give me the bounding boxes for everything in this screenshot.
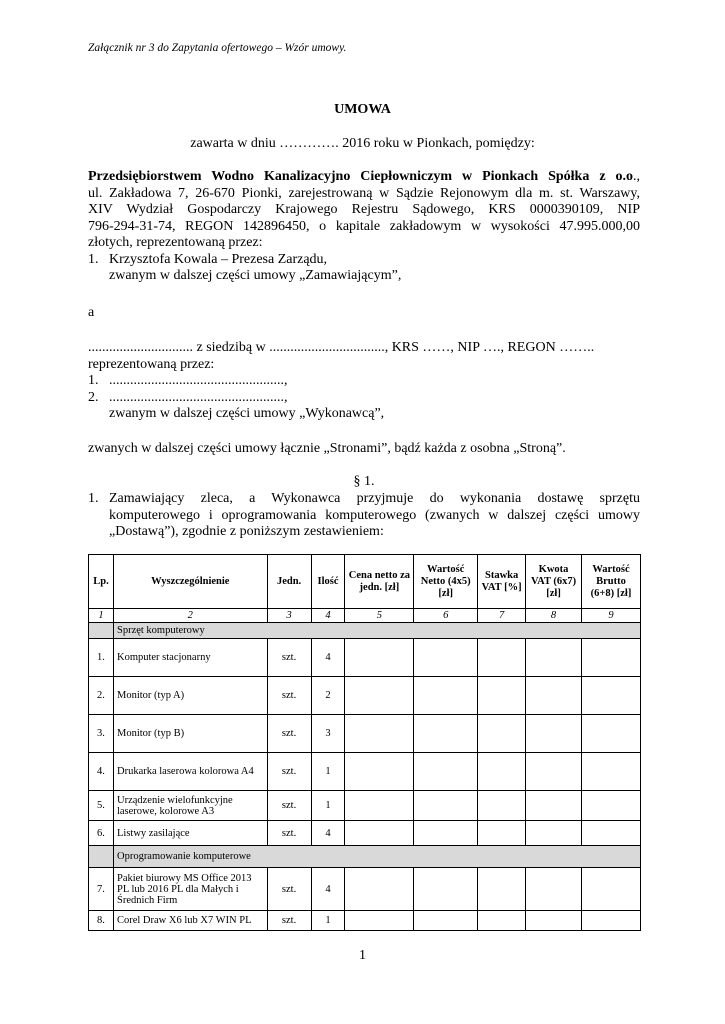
table-row xyxy=(89,791,641,821)
cell-empty xyxy=(478,677,526,715)
party1-name: Przedsiębiorstwem Wodno Kanalizacyjno Ciepłowniczym w Pionkach Spółka z o.o xyxy=(88,169,633,184)
cell-empty xyxy=(414,639,478,677)
column-header: Wyszczególnienie xyxy=(113,555,267,609)
party1-line1 xyxy=(88,169,640,186)
table-row xyxy=(89,753,641,791)
parties-together: zwanych w dalszej części umowy łącznie „Stronami”, bądź każda z osobna „Stroną”. xyxy=(88,441,566,456)
document-title: UMOWA xyxy=(334,102,391,117)
party2-line2: reprezentowaną przez: xyxy=(88,356,215,372)
cell-lp: 7. xyxy=(89,868,114,911)
column-index: 3 xyxy=(267,609,311,623)
party1-rep-name: Krzysztofa Kowala – Prezesa Zarządu, xyxy=(109,251,328,267)
section-heading: § 1. xyxy=(353,474,375,489)
cell-empty xyxy=(526,639,582,677)
party2-rep1 xyxy=(88,373,640,390)
group-spacer xyxy=(89,846,114,868)
column-index: 7 xyxy=(478,609,526,623)
cell-lp: 5. xyxy=(89,791,114,821)
party2-rep2 xyxy=(88,390,640,407)
table-header-row xyxy=(89,555,641,609)
cell-lp: 6. xyxy=(89,821,114,846)
clause-1 xyxy=(88,491,640,541)
column-header: Ilość xyxy=(311,555,345,609)
cell-empty xyxy=(414,791,478,821)
cell-qty: 4 xyxy=(311,639,345,677)
cell-empty xyxy=(414,677,478,715)
column-header: Wartość Brutto (6+8) [zł] xyxy=(582,555,641,609)
cell-unit: szt. xyxy=(267,753,311,791)
list-number: 1. xyxy=(88,491,99,506)
list-number: 1. xyxy=(88,251,99,267)
cell-qty: 1 xyxy=(311,753,345,791)
cell-unit: szt. xyxy=(267,821,311,846)
column-index: 9 xyxy=(582,609,641,623)
cell-empty xyxy=(582,753,641,791)
table-row xyxy=(89,677,641,715)
cell-empty xyxy=(526,791,582,821)
cell-name: Monitor (typ A) xyxy=(113,677,267,715)
header-note: Załącznik nr 3 do Zapytania ofertowego – Wzór umowy. xyxy=(88,42,347,54)
cell-lp: 4. xyxy=(89,753,114,791)
clause-1-text xyxy=(109,491,640,541)
group-label: Oprogramowanie komputerowe xyxy=(113,846,640,868)
party1-line2: ul. Zakładowa 7, 26-670 Pionki, zarejestrowaną w Sądzie Rejonowym dla m. st. Warszawy, xyxy=(88,185,640,201)
column-index: 5 xyxy=(345,609,414,623)
party2-line1: .............................. z siedzibą w ................................., KRS ……, NIP …., REGON …….. xyxy=(88,340,595,355)
cell-empty xyxy=(414,911,478,931)
cell-empty xyxy=(414,715,478,753)
cell-empty xyxy=(345,677,414,715)
table-row xyxy=(89,821,641,846)
column-index: 4 xyxy=(311,609,345,623)
cell-empty xyxy=(345,911,414,931)
cell-empty xyxy=(582,911,641,931)
party2-called: zwanym w dalszej części umowy „Wykonawcą”, xyxy=(109,406,385,421)
group-spacer xyxy=(89,623,114,639)
and-word: a xyxy=(88,305,95,320)
cell-empty xyxy=(478,639,526,677)
cell-empty xyxy=(478,868,526,911)
cell-empty xyxy=(582,715,641,753)
party1-called: zwanym w dalszej części umowy „Zamawiającym”, xyxy=(109,268,402,283)
cell-empty xyxy=(478,911,526,931)
cell-name: Monitor (typ B) xyxy=(113,715,267,753)
cell-empty xyxy=(526,753,582,791)
cell-lp: 1. xyxy=(89,639,114,677)
cell-name: Drukarka laserowa kolorowa A4 xyxy=(113,753,267,791)
column-index: 2 xyxy=(113,609,267,623)
cell-empty xyxy=(526,677,582,715)
cell-empty xyxy=(414,868,478,911)
page-number: 1 xyxy=(359,948,366,963)
party2-block xyxy=(88,340,640,423)
cell-empty xyxy=(582,791,641,821)
cell-empty xyxy=(345,753,414,791)
party1-representative xyxy=(88,252,640,269)
cell-name: Listwy zasilające xyxy=(113,821,267,846)
cell-name: Pakiet biurowy MS Office 2013 PL lub 2016 PL dla Małych i Średnich Firm xyxy=(113,868,267,911)
cell-empty xyxy=(478,715,526,753)
column-index: 1 xyxy=(89,609,114,623)
party1-line4: 796-294-31-74, REGON 142896450, o kapitale zakładowym w wysokości 47.995.000,00 xyxy=(88,218,640,234)
table-row xyxy=(89,911,641,931)
cell-empty xyxy=(478,821,526,846)
delivery-table xyxy=(88,554,641,931)
cell-empty xyxy=(582,639,641,677)
table-group-row xyxy=(89,846,641,868)
table-row xyxy=(89,639,641,677)
cell-empty xyxy=(345,715,414,753)
column-header: Wartość Netto (4x5) [zł] xyxy=(414,555,478,609)
cell-lp: 3. xyxy=(89,715,114,753)
cell-empty xyxy=(526,821,582,846)
column-header: Lp. xyxy=(89,555,114,609)
list-number: 2. xyxy=(88,389,99,405)
column-header: Stawka VAT [%] xyxy=(478,555,526,609)
cell-qty: 4 xyxy=(311,821,345,846)
table-row xyxy=(89,868,641,911)
column-header: Jedn. xyxy=(267,555,311,609)
cell-unit: szt. xyxy=(267,715,311,753)
cell-unit: szt. xyxy=(267,911,311,931)
cell-qty: 1 xyxy=(311,791,345,821)
clause-1-row xyxy=(88,491,640,541)
party1-line3: XIV Wydział Gospodarczy Krajowego Rejestru Sądowego, KRS 0000390109, NIP xyxy=(88,202,640,217)
cell-unit: szt. xyxy=(267,868,311,911)
cell-empty xyxy=(478,791,526,821)
column-header: Cena netto za jedn. [zł] xyxy=(345,555,414,609)
party2-rep2-text: .................................................., xyxy=(109,389,288,405)
cell-qty: 1 xyxy=(311,911,345,931)
party1-block xyxy=(88,169,640,285)
party1-line5: złotych, reprezentowaną przez: xyxy=(88,235,263,250)
cell-empty xyxy=(345,791,414,821)
clause-1-line3: „Dostawą”), zgodnie z poniższym zestawieniem: xyxy=(109,524,384,539)
cell-unit: szt. xyxy=(267,677,311,715)
clause-1-line1: Zamawiający zleca, a Wykonawca przyjmuje do wykonania dostawę sprzętu xyxy=(109,491,640,506)
group-label: Sprzęt komputerowy xyxy=(113,623,640,639)
cell-empty xyxy=(478,753,526,791)
clause-1-line2: komputerowego i oprogramowania komputerowego (zwanych w dalszej części umowy xyxy=(109,507,640,523)
cell-unit: szt. xyxy=(267,639,311,677)
table-group-row xyxy=(89,623,641,639)
cell-empty xyxy=(345,868,414,911)
cell-empty xyxy=(582,677,641,715)
cell-qty: 3 xyxy=(311,715,345,753)
cell-empty xyxy=(526,715,582,753)
cell-name: Corel Draw X6 lub X7 WIN PL xyxy=(113,911,267,931)
cell-empty xyxy=(582,821,641,846)
cell-unit: szt. xyxy=(267,791,311,821)
cell-empty xyxy=(414,821,478,846)
column-index: 6 xyxy=(414,609,478,623)
cell-lp: 2. xyxy=(89,677,114,715)
party1-name-suffix: ., xyxy=(633,169,640,184)
cell-empty xyxy=(582,868,641,911)
table-row xyxy=(89,715,641,753)
cell-qty: 4 xyxy=(311,868,345,911)
cell-name: Urządzenie wielofunkcyjne laserowe, kolorowe A3 xyxy=(113,791,267,821)
cell-empty xyxy=(345,821,414,846)
table-body xyxy=(89,609,641,931)
column-index: 8 xyxy=(526,609,582,623)
column-header: Kwota VAT (6x7) [zł] xyxy=(526,555,582,609)
column-index-row xyxy=(89,609,641,623)
document-subtitle: zawarta w dniu …………. 2016 roku w Pionkach, pomiędzy: xyxy=(190,136,535,151)
cell-lp: 8. xyxy=(89,911,114,931)
cell-qty: 2 xyxy=(311,677,345,715)
cell-empty xyxy=(345,639,414,677)
cell-empty xyxy=(526,868,582,911)
list-number: 1. xyxy=(88,373,99,388)
cell-empty xyxy=(414,753,478,791)
party2-rep1-text: .................................................., xyxy=(109,373,288,388)
cell-empty xyxy=(526,911,582,931)
cell-name: Komputer stacjonarny xyxy=(113,639,267,677)
